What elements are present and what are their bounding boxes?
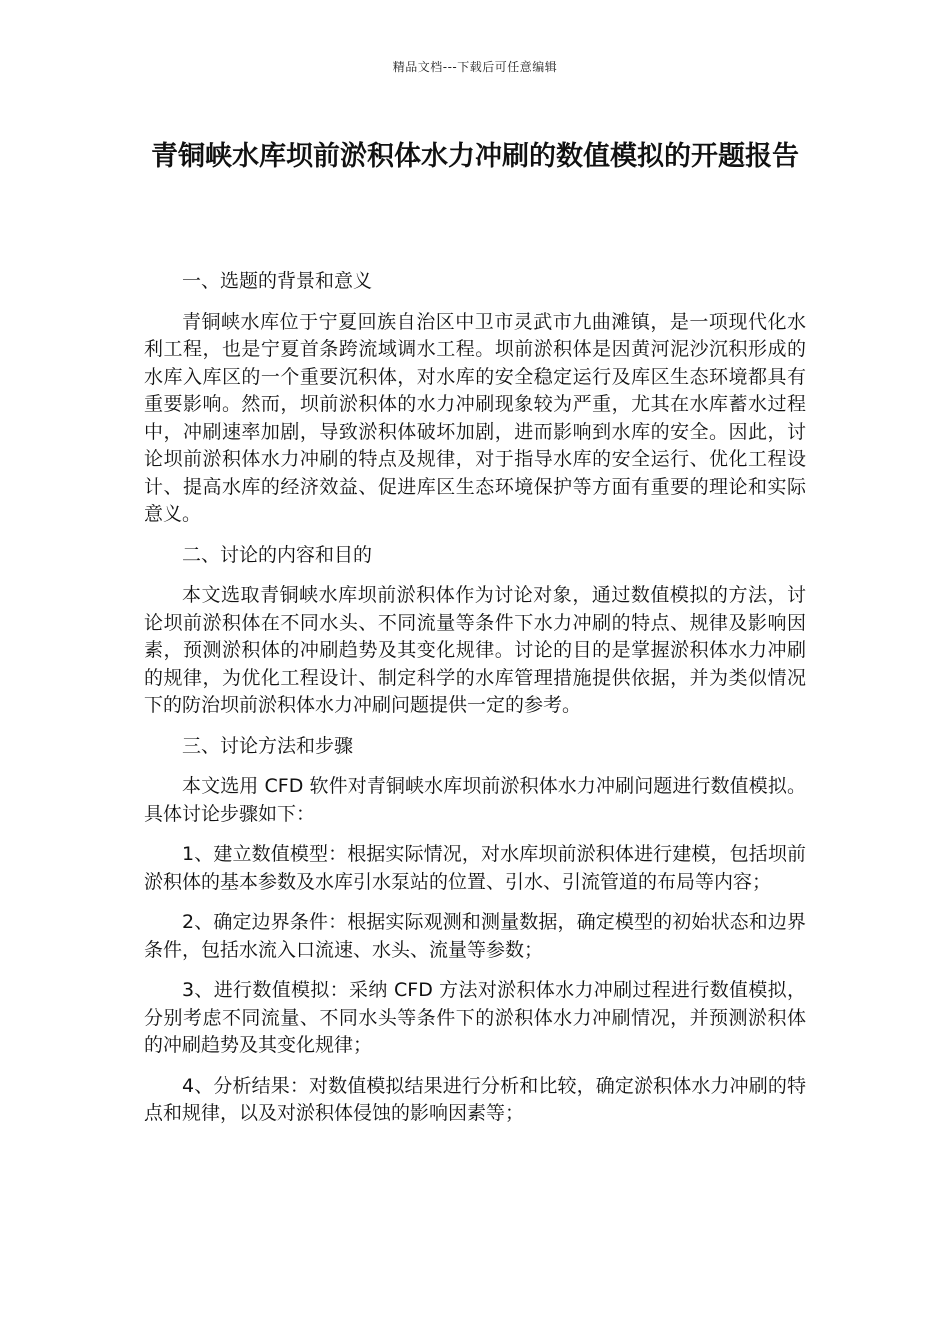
step-4-paragraph: 4、分析结果：对数值模拟结果进行分析和比较，确定淤积体水力冲刷的特点和规律，以及对淤积体侵蚀的影响因素等； [144,1074,806,1124]
section-3-paragraph-intro: 本文选用 CFD 软件对青铜峡水库坝前淤积体水力冲刷问题进行数值模拟。具体讨论步骤如下： [144,775,806,825]
header-note: 精品文档---下载后可任意编辑 [392,60,558,74]
section-1-paragraph-1: 青铜峡水库位于宁夏回族自治区中卫市灵武市九曲滩镇，是一项现代化水利工程，也是宁夏首条跨流域调水工程。坝前淤积体是因黄河泥沙沉积形成的水库入库区的一个重要沉积体，对水库的安全稳定运行及库区生态环境都具有重要影响。然而，坝前淤积体的水力冲刷现象较为严重，尤其在水库蓄水过程中，冲刷速率加剧，导致淤积体破坏加剧，进而影响到水库的安全。因此，讨论坝前淤积体水力冲刷的特点及规律，对于指导水库的安全运行、优化工程设计、提高水库的经济效益、促进库区生态环境保护等方面有重要的理论和实际意义。 [144,310,806,525]
section-heading-3: 三、讨论方法和步骤 [182,734,354,757]
section-heading-2: 二、讨论的内容和目的 [182,543,373,566]
document-body [144,268,806,1128]
step-3-paragraph: 3、进行数值模拟：采纳 CFD 方法对淤积体水力冲刷过程进行数值模拟，分别考虑不同流量、不同水头等条件下的淤积体水力冲刷情况，并预测淤积体的冲刷趋势及其变化规律； [144,979,806,1056]
step-2-paragraph: 2、确定边界条件：根据实际观测和测量数据，确定模型的初始状态和边界条件，包括水流入口流速、水头、流量等参数； [144,911,806,961]
section-heading-1: 一、选题的背景和意义 [182,270,373,292]
step-1-paragraph: 1、建立数值模型：根据实际情况，对水库坝前淤积体进行建模，包括坝前淤积体的基本参数及水库引水泵站的位置、引水、引流管道的布局等内容； [144,843,806,893]
document-title: 青铜峡水库坝前淤积体水力冲刷的数值模拟的开题报告 [151,141,799,172]
section-2-paragraph-1: 本文选取青铜峡水库坝前淤积体作为讨论对象，通过数值模拟的方法，讨论坝前淤积体在不同水头、不同流量等条件下水力冲刷的特点、规律及影响因素，预测淤积体的冲刷趋势及其变化规律。讨论的目的是掌握淤积体水力冲刷的规律，为优化工程设计、制定科学的水库管理措施提供依据，并为类似情况下的防治坝前淤积体水力冲刷问题提供一定的参考。 [144,584,806,716]
